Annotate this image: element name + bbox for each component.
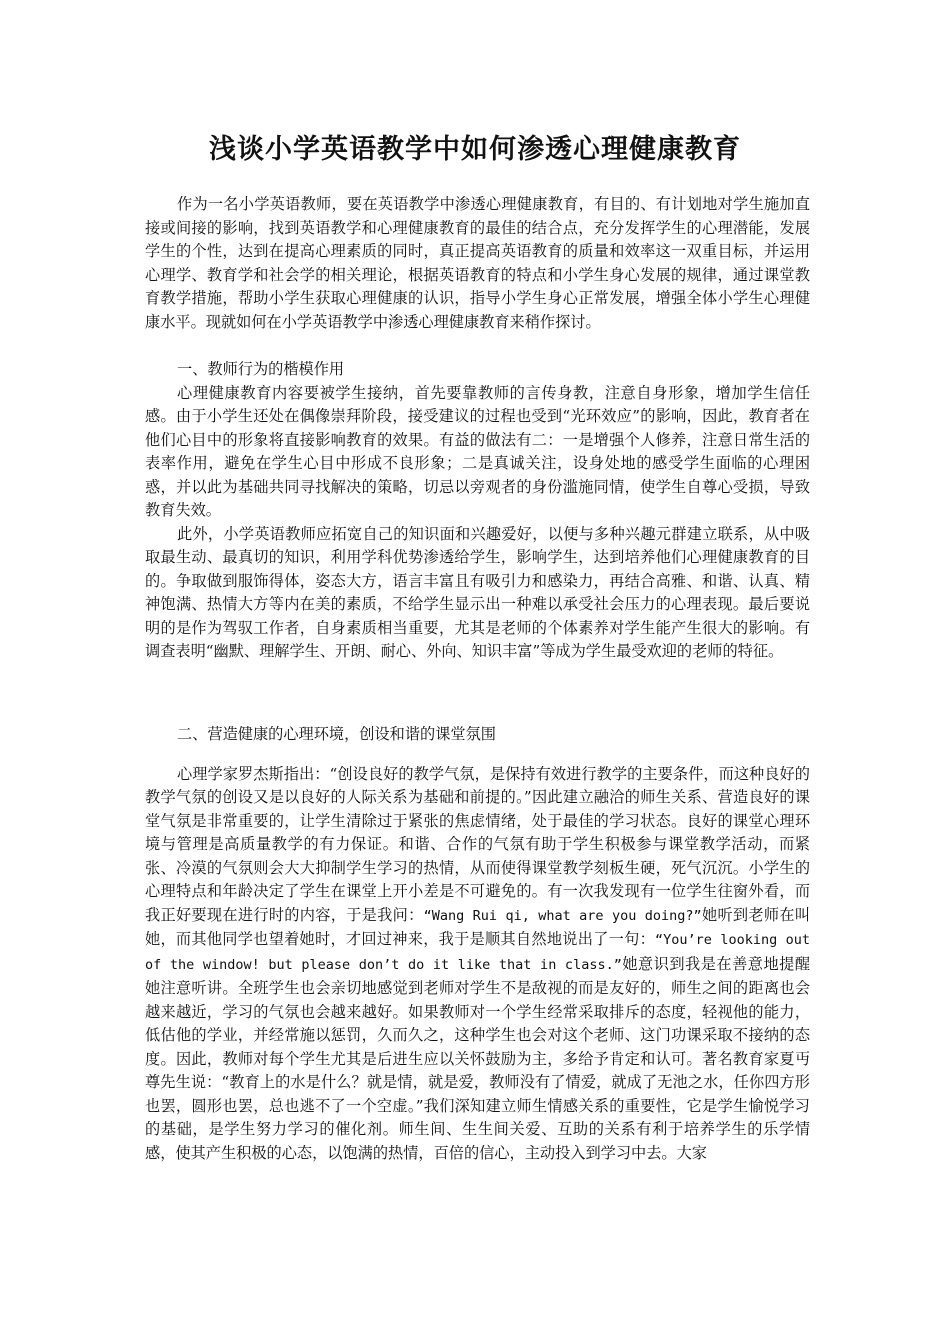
section-1-paragraph-1: 心理健康教育内容要被学生接纳，首先要靠教师的言传身教，注意自身形象，增加学生信任感。由于小学生还处在偶像崇拜阶段，接受建议的过程也受到“光环效应”的影响，因此，教育者在他们心目中的形象将直接影响教育的效果。有益的做法有二：一是增强个人修养，注意日常生活的表率作用，避免在学生心目中形成不良形象；二是真诚关注，设身处地的感受学生面临的心理困惑，并以此为基础共同寻找解决的策略，切忌以旁观者的身份滥施同情，使学生自尊心受损，导致教育失效。 xyxy=(145,383,810,519)
section-1-paragraph-2: 此外，小学英语教师应拓宽自己的知识面和兴趣爱好，以便与多种兴趣元群建立联系，从中吸取最生动、最真切的知识，利用学科优势渗透给学生，影响学生，达到培养他们心理健康教育的目的。争取做到服饰得体，姿态大方，语言丰富且有吸引力和感染力，再结合高雅、和谐、认真、精神饱满、热情大方等内在美的素质，不给学生显示出一种难以承受社会压力的心理表现。最后要说明的是作为驾驭工作者，自身素质相当重要，尤其是老师的个体素养对学生能产生很大的影响。有调查表明“幽默、理解学生、开朗、耐心、外向、知识丰富”等成为学生最受欢迎的老师的特征。 xyxy=(145,524,810,660)
section-1 xyxy=(145,358,810,664)
section-2-paragraph-1 xyxy=(145,763,810,1166)
section-1-heading: 一、教师行为的楷模作用 xyxy=(177,360,345,378)
section-2-heading: 二、营造健康的心理环境，创设和谐的课堂氛围 xyxy=(177,725,496,743)
section-2-text-c: 她意识到我是在善意地提醒她注意听讲。全班学生也会亲切地感觉到老师对学生不是敌视的而是友好的，师生之间的距离也会越来越近，学习的气氛也会越来越好。如果教师对一个学生经常采取排斥的态度，轻视他的能力，低估他的学业，并经常施以惩罚，久而久之，这种学生也会对这个老师、这门功课采取不接纳的态度。因此，教师对每个学生尤其是后进生应以关怀鼓励为主，多给予肯定和认可。著名教育家夏丏尊先生说：“教育上的水是什么？就是情，就是爱，教师没有了情爱，就成了无池之水，任你四方形也罢，圆形也罢，总也逃不了一个空虚。”我们深知建立师生情感关系的重要性，它是学生愉悦学习的基础，是学生努力学习的催化剂。师生间、生生间关爱、互助的关系有利于培养学生的乐学情感，使其产生积极的心态，以饱满的热情，百倍的信心，主动投入到学习中去。大家 xyxy=(145,954,811,1162)
section-2-text-b: 她听到老师在叫她，而其他同学也望着她时，才回过神来，我于是顺其自然地说出了一句： xyxy=(145,905,811,948)
english-quote-2: “You’re looking out of the window! but please don’t do it like that in class.” xyxy=(145,932,810,973)
intro-block xyxy=(145,193,810,334)
document-title: 浅谈小学英语教学中如何渗透心理健康教育 xyxy=(209,134,741,165)
section-2-text-a: 心理学家罗杰斯指出：“创设良好的教学气氛，是保持有效进行教学的主要条件，而这种良好的教学气氛的创设又是以良好的人际关系为基础和前提的。”因此建立融洽的师生关系、营造良好的课堂气氛是非常重要的，让学生清除过于紧张的焦虑情绪，处于最佳的学习状态。良好的课堂心理环境与管理是高质量教学的有力保证。和谐、合作的气氛有助于学生积极参与课堂教学活动，而紧张、冷漠的气氛则会大大抑制学生学习的热情，从而使得课堂教学刻板生硬，死气沉沉。小学生的心理特点和年龄决定了学生在课堂上开小差是不可避免的。有一次我发现有一位学生往窗外看，而我正好要现在进行时的内容，于是我问： xyxy=(145,764,810,924)
intro-paragraph: 作为一名小学英语教师，要在英语教学中渗透心理健康教育，有目的、有计划地对学生施加直接或间接的影响，找到英语教学和心理健康教育的最佳的结合点，充分发挥学生的心理潜能，发展学生的个性，达到在提高心理素质的同时，真正提高英语教育的质量和效率这一双重目标，并运用心理学、教育学和社会学的相关理论，根据英语教育的特点和小学生身心发展的规律，通过课堂教育教学措施，帮助小学生获取心理健康的认识，指导小学生身心正常发展，增强全体小学生心理健康水平。现就如何在小学英语教学中渗透心理健康教育来稍作探讨。 xyxy=(145,195,810,331)
section-2 xyxy=(145,723,810,1165)
english-quote-1: “Wang Rui qi, what are you doing?” xyxy=(423,907,702,924)
